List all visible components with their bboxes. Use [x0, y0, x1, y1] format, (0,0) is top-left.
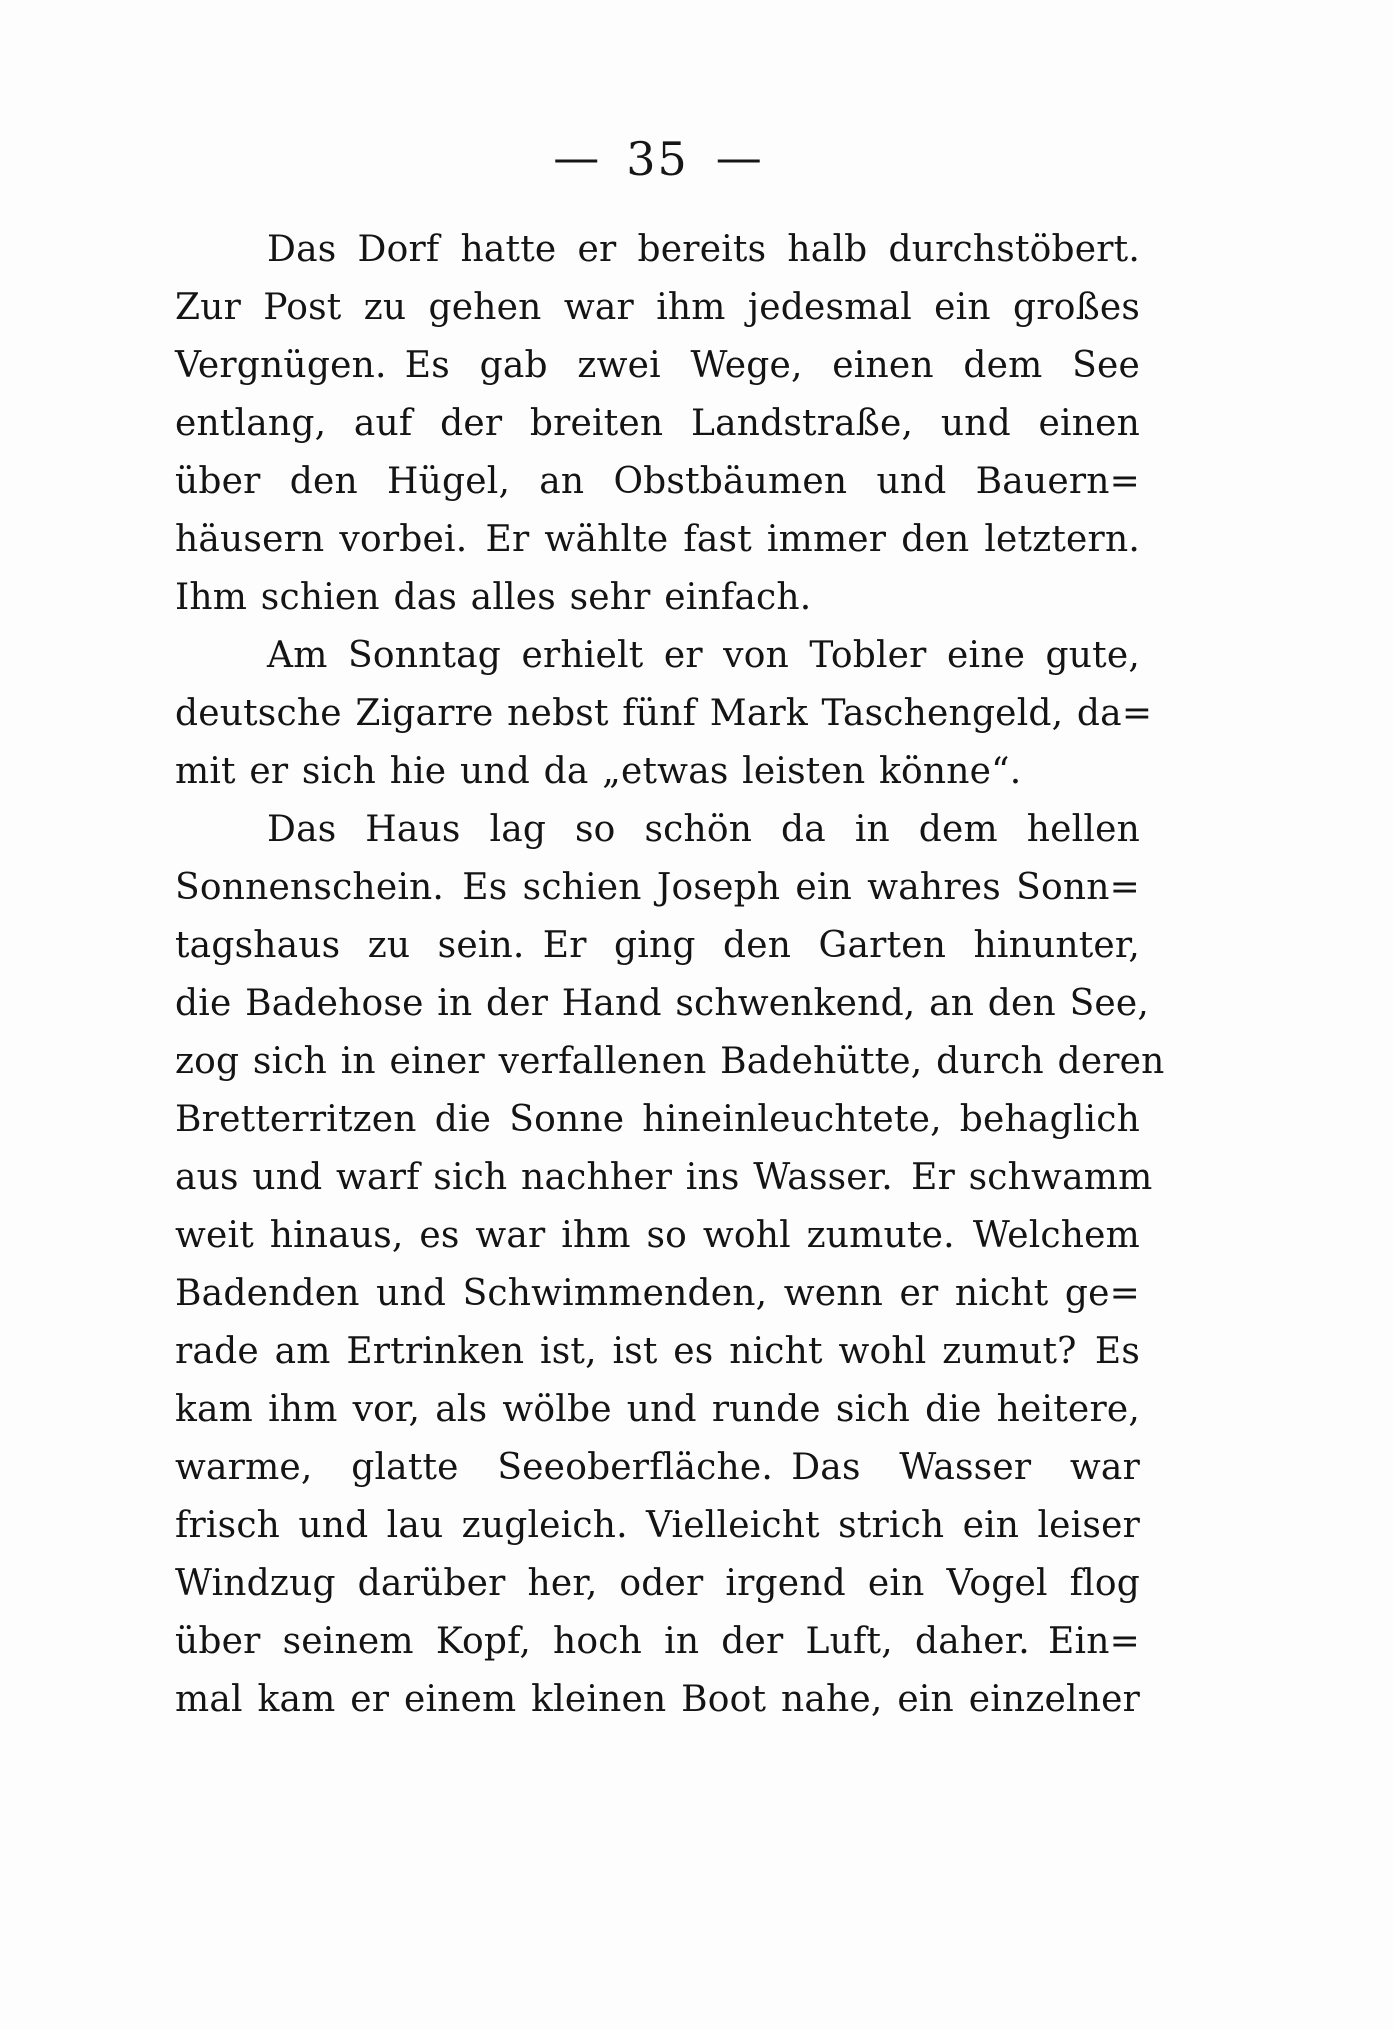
text-line: aus und warf sich nachher ins Wasser. Er schwamm — [175, 1157, 1153, 1198]
text-line: rade am Ertrinken ist, ist es nicht wohl zumut? Es — [175, 1331, 1140, 1372]
page-body — [175, 221, 1165, 1729]
header-right-dash: — — [715, 130, 762, 184]
paragraph-1 — [175, 221, 1140, 627]
page-number: 35 — [626, 132, 689, 186]
text-line: mal kam er einem kleinen Boot nahe, ein einzelner — [175, 1679, 1140, 1720]
text-line: Das Haus lag so schön da in dem hellen — [267, 809, 1140, 850]
page-header — [175, 130, 1140, 186]
text-line: Badenden und Schwimmenden, wenn er nicht ge= — [175, 1273, 1140, 1314]
text-line: über seinem Kopf, hoch in der Luft, daher. Ein= — [175, 1621, 1140, 1662]
text-line: entlang, auf der breiten Landstraße, und einen — [175, 403, 1140, 444]
text-line: häusern vorbei. Er wählte fast immer den letztern. — [175, 519, 1140, 560]
text-line: Vergnügen. Es gab zwei Wege, einen dem See — [175, 345, 1140, 386]
text-line: Bretterritzen die Sonne hineinleuchtete, behaglich — [175, 1099, 1140, 1140]
paragraph-3 — [175, 801, 1165, 1729]
text-line: die Badehose in der Hand schwenkend, an den See, — [175, 983, 1150, 1024]
text-line: kam ihm vor, als wölbe und runde sich die heitere, — [175, 1389, 1140, 1430]
text-line: frisch und lau zugleich. Vielleicht strich ein leiser — [175, 1505, 1140, 1546]
text-line: Ihm schien das alles sehr einfach. — [175, 577, 812, 618]
header-left-dash: — — [553, 130, 600, 184]
text-line: deutsche Zigarre nebst fünf Mark Taschengeld, da= — [175, 693, 1153, 734]
text-line: Zur Post zu gehen war ihm jedesmal ein großes — [175, 287, 1140, 328]
text-line: über den Hügel, an Obstbäumen und Bauern= — [175, 461, 1140, 502]
text-line: zog sich in einer verfallenen Badehütte, durch deren — [175, 1041, 1165, 1082]
paragraph-2 — [175, 627, 1153, 801]
text-line: weit hinaus, es war ihm so wohl zumute. Welchem — [175, 1215, 1140, 1256]
text-line: Das Dorf hatte er bereits halb durchstöbert. — [267, 229, 1140, 270]
text-line: Am Sonntag erhielt er von Tobler eine gute, — [267, 635, 1140, 676]
text-line: tagshaus zu sein. Er ging den Garten hinunter, — [175, 925, 1140, 966]
text-line: mit er sich hie und da „etwas leisten könne“. — [175, 751, 1022, 792]
text-line: Sonnenschein. Es schien Joseph ein wahres Sonn= — [175, 867, 1140, 908]
text-line: Windzug darüber her, oder irgend ein Vogel flog — [175, 1563, 1140, 1604]
text-line: warme, glatte Seeoberfläche. Das Wasser war — [175, 1447, 1140, 1488]
